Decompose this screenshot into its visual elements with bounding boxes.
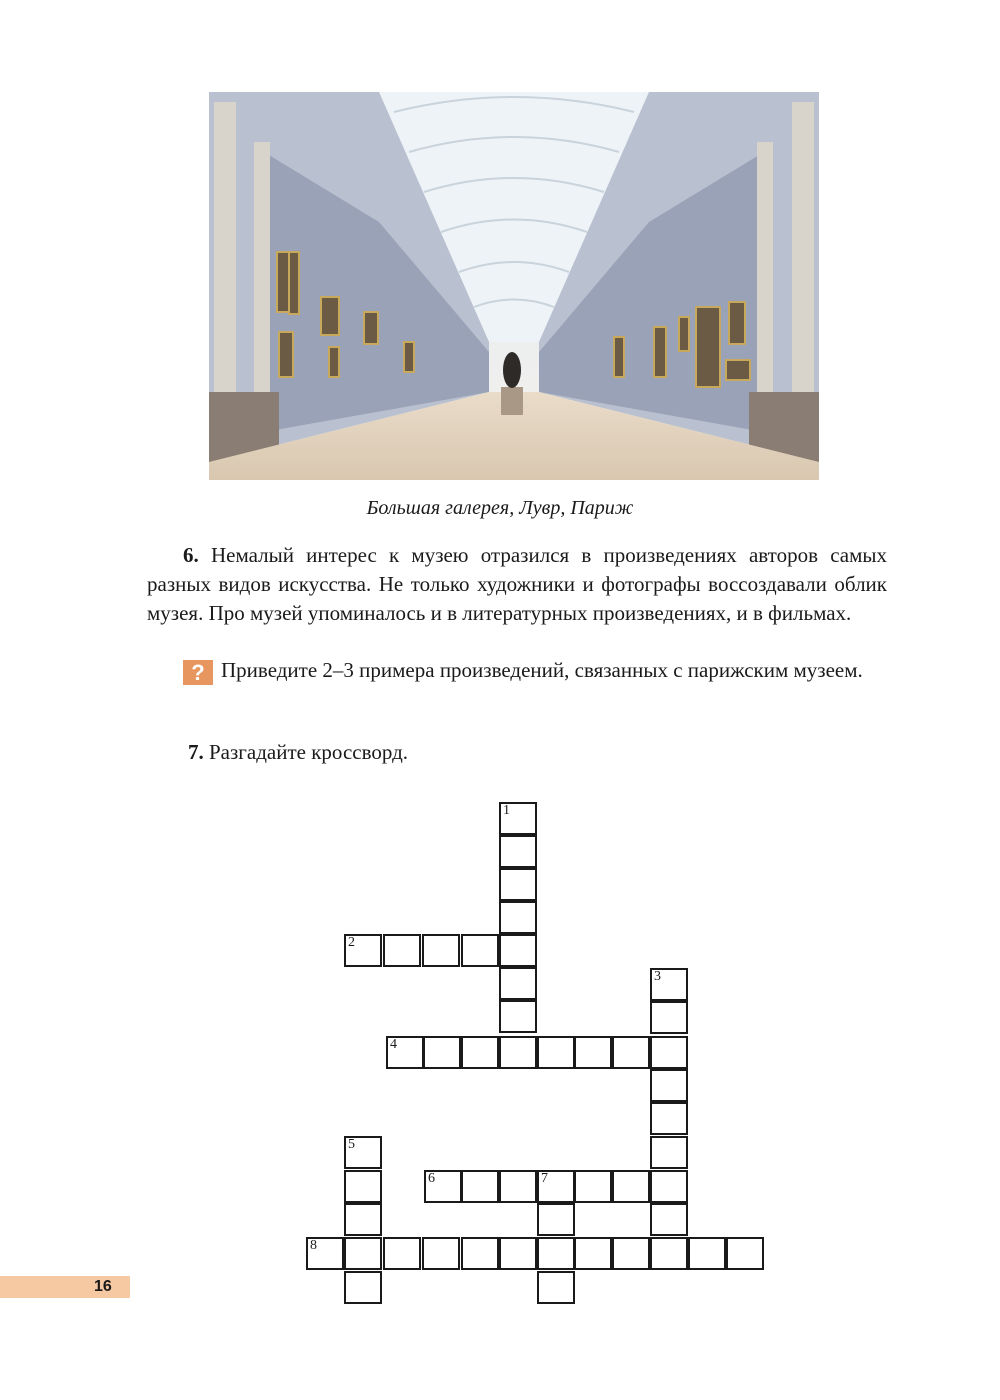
crossword-cell[interactable] bbox=[422, 934, 460, 967]
crossword-cell[interactable] bbox=[650, 1203, 688, 1236]
clue-number-5: 5 bbox=[348, 1137, 355, 1152]
crossword-cell[interactable] bbox=[386, 1036, 424, 1069]
crossword-cell[interactable] bbox=[461, 1237, 499, 1270]
crossword-cell[interactable] bbox=[574, 1170, 612, 1203]
crossword-cell[interactable] bbox=[306, 1237, 344, 1270]
crossword-cell[interactable] bbox=[344, 1170, 382, 1203]
crossword-cell[interactable] bbox=[461, 1170, 499, 1203]
crossword-cell[interactable] bbox=[383, 934, 421, 967]
crossword-cell[interactable] bbox=[650, 1136, 688, 1169]
crossword-cell[interactable] bbox=[574, 1036, 612, 1069]
crossword-cell[interactable] bbox=[650, 1170, 688, 1203]
crossword-cell[interactable] bbox=[344, 1271, 382, 1304]
task-7-number: 7. bbox=[188, 740, 204, 764]
crossword-cell[interactable] bbox=[499, 868, 537, 901]
clue-number-7: 7 bbox=[541, 1171, 548, 1186]
task-6-question-text: Приведите 2–3 примера произведений, связанных с парижским музеем. bbox=[221, 658, 863, 682]
crossword-cell[interactable] bbox=[688, 1237, 726, 1270]
crossword-cell[interactable] bbox=[537, 1170, 575, 1203]
clue-number-6: 6 bbox=[428, 1171, 435, 1186]
clue-number-3: 3 bbox=[654, 969, 661, 984]
crossword-cell[interactable] bbox=[383, 1237, 421, 1270]
crossword-cell[interactable] bbox=[499, 835, 537, 868]
page-number: 16 bbox=[94, 1278, 112, 1295]
crossword-cell[interactable] bbox=[344, 934, 382, 967]
crossword-cell[interactable] bbox=[650, 1001, 688, 1034]
crossword-cell[interactable] bbox=[574, 1237, 612, 1270]
crossword-cell[interactable] bbox=[344, 1203, 382, 1236]
crossword-cell[interactable] bbox=[422, 1237, 460, 1270]
crossword-cell[interactable] bbox=[612, 1237, 650, 1270]
crossword-cell[interactable] bbox=[344, 1136, 382, 1169]
task-7-text: Разгадайте кроссворд. bbox=[209, 740, 409, 764]
crossword-cell[interactable] bbox=[537, 1271, 575, 1304]
crossword-cell[interactable] bbox=[537, 1036, 575, 1069]
crossword-cell[interactable] bbox=[499, 1036, 537, 1069]
crossword-cell[interactable] bbox=[423, 1036, 461, 1069]
crossword-cell[interactable] bbox=[499, 901, 537, 934]
clue-number-2: 2 bbox=[348, 935, 355, 950]
crossword-cell[interactable] bbox=[612, 1036, 650, 1069]
crossword-cell[interactable] bbox=[499, 1237, 537, 1270]
task-6-text: Немалый интерес к музею отразился в произведениях авторов самых разных видов искусства. Не только художники и фотографы воссоздавали облик музея. Про музей упоминалось и в литературных произведениях, и в фильмах. bbox=[147, 543, 887, 625]
crossword-cell[interactable] bbox=[650, 968, 688, 1001]
task-6-number: 6. bbox=[183, 543, 199, 567]
crossword-cell[interactable] bbox=[612, 1170, 650, 1203]
clue-number-4: 4 bbox=[390, 1037, 397, 1052]
crossword-cell[interactable] bbox=[726, 1237, 764, 1270]
crossword-cell[interactable] bbox=[461, 934, 499, 967]
clue-number-8: 8 bbox=[310, 1238, 317, 1253]
crossword-cell[interactable] bbox=[499, 802, 537, 835]
clue-number-1: 1 bbox=[503, 803, 510, 818]
question-icon: ? bbox=[183, 660, 213, 685]
crossword-cell[interactable] bbox=[461, 1036, 499, 1069]
crossword-cell[interactable] bbox=[650, 1036, 688, 1069]
crossword-cell[interactable] bbox=[424, 1170, 462, 1203]
crossword-cell[interactable] bbox=[344, 1237, 382, 1270]
crossword-cell[interactable] bbox=[650, 1237, 688, 1270]
crossword-cell[interactable] bbox=[499, 934, 537, 967]
crossword-cell[interactable] bbox=[537, 1203, 575, 1236]
crossword-cell[interactable] bbox=[537, 1237, 575, 1270]
crossword-cell[interactable] bbox=[499, 1000, 537, 1033]
crossword-cell[interactable] bbox=[499, 1170, 537, 1203]
crossword-cell[interactable] bbox=[650, 1069, 688, 1102]
crossword-cell[interactable] bbox=[499, 967, 537, 1000]
crossword-cell[interactable] bbox=[650, 1102, 688, 1135]
photo-caption: Большая галерея, Лувр, Париж bbox=[366, 497, 634, 519]
